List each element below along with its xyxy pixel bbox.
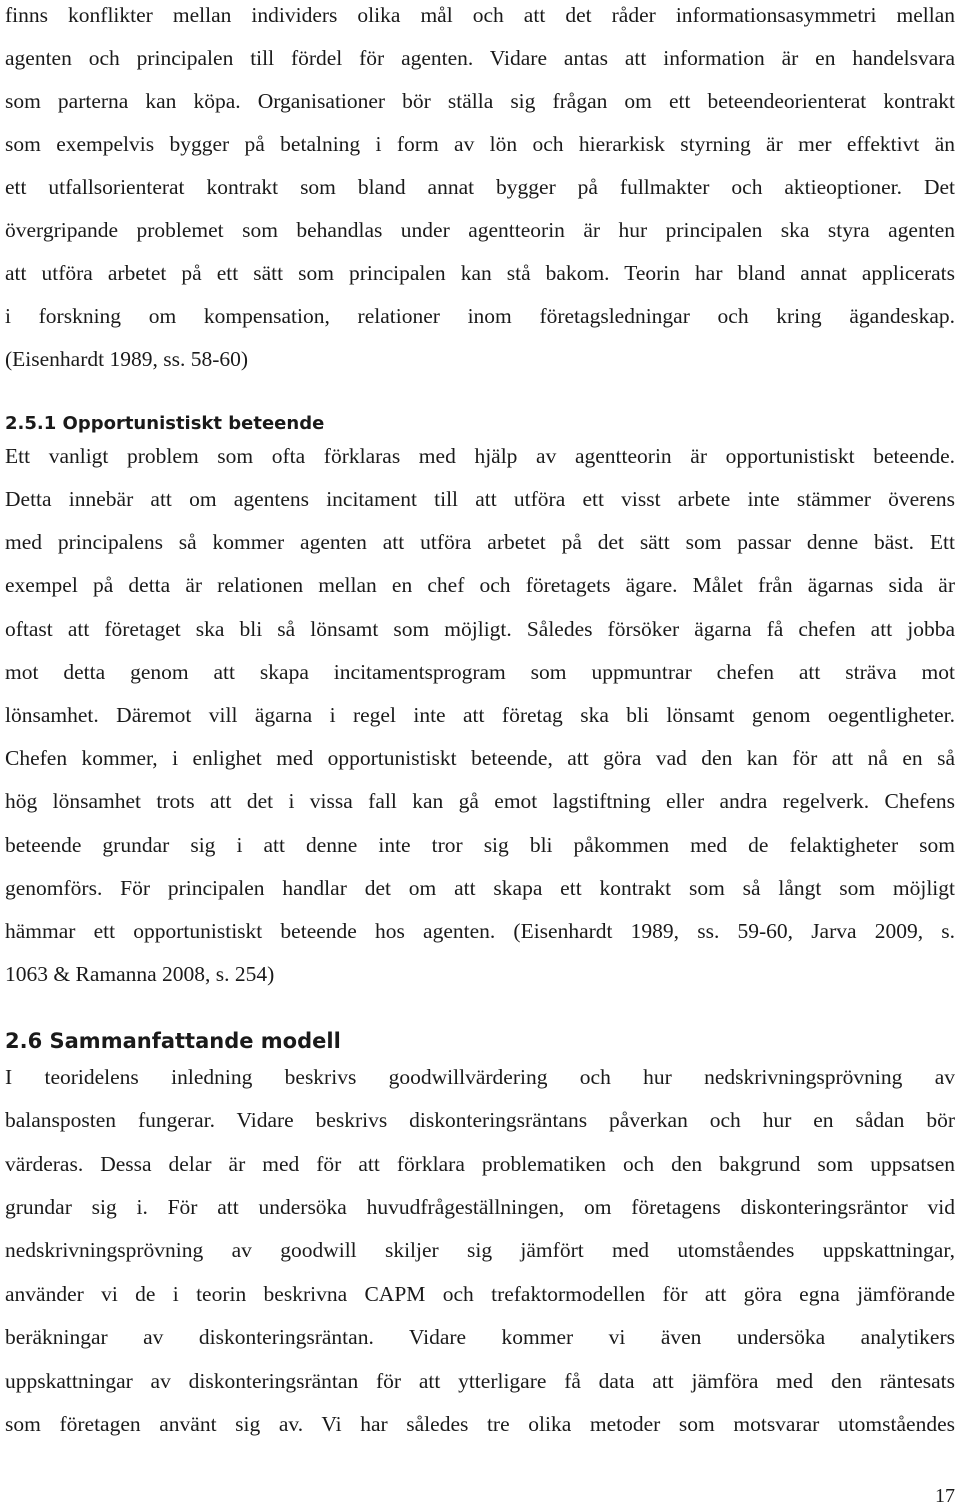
text-line: hög lönsamhet trots att det i vissa fall kan gå emot lagstiftning eller andra regelverk. Chefens bbox=[5, 789, 955, 813]
text-line: hämmar ett opportunistiskt beteende hos agenten. (Eisenhardt 1989, ss. 59-60, Jarva 2009, s. bbox=[5, 919, 955, 943]
text-line: Detta innebär att om agentens incitament till att utföra ett visst arbete inte stämmer överens bbox=[5, 487, 955, 511]
text-line: mot detta genom att skapa incitamentsprogram som uppmuntrar chefen att sträva mot bbox=[5, 660, 955, 684]
text-line: oftast att företaget ska bli så lönsamt som möjligt. Således försöker ägarna få chefen att jobba bbox=[5, 617, 955, 641]
text-line: finns konflikter mellan individers olika mål och att det råder informationsasymmetri mellan bbox=[5, 3, 955, 27]
page-number: 17 bbox=[935, 1485, 955, 1507]
text-line: att utföra arbetet på ett sätt som principalen kan stå bakom. Teorin har bland annat applicerats bbox=[5, 261, 955, 285]
section-heading: 2.6 Sammanfattande modell bbox=[5, 1029, 341, 1053]
text-line: Ett vanligt problem som ofta förklaras med hjälp av agentteorin är opportunistiskt beteende. bbox=[5, 444, 955, 468]
text-line: använder vi de i teorin beskrivna CAPM och trefaktormodellen för att göra egna jämförande bbox=[5, 1282, 955, 1306]
text-line: I teoridelens inledning beskrivs goodwillvärdering och hur nedskrivningsprövning av bbox=[5, 1065, 955, 1089]
section-heading: 2.5.1 Opportunistiskt beteende bbox=[5, 413, 325, 434]
text-line: Chefen kommer, i enlighet med opportunistiskt beteende, att göra vad den kan för att nå en så bbox=[5, 746, 955, 770]
text-line: nedskrivningsprövning av goodwill skiljer sig jämfört med utomståendes uppskattningar, bbox=[5, 1238, 955, 1262]
text-line: beräkningar av diskonteringsräntan. Vidare kommer vi även undersöka analytikers bbox=[5, 1325, 955, 1349]
text-line: grundar sig i. För att undersöka huvudfrågeställningen, om företagens diskonteringsräntor vid bbox=[5, 1195, 955, 1219]
text-line: med principalens så kommer agenten att utföra arbetet på det sätt som passar denne bäst. Ett bbox=[5, 530, 955, 554]
text-line: (Eisenhardt 1989, ss. 58-60) bbox=[5, 347, 249, 371]
text-line: balansposten fungerar. Vidare beskrivs diskonteringsräntans påverkan och hur en sådan bör bbox=[5, 1108, 955, 1132]
text-line: i forskning om kompensation, relationer inom företagsledningar och kring ägandeskap. bbox=[5, 304, 955, 328]
text-line: lönsamhet. Däremot vill ägarna i regel inte att företag ska bli lönsamt genom oegentligheter. bbox=[5, 703, 955, 727]
text-line: uppskattningar av diskonteringsräntan för att ytterligare få data att jämföra med den räntesats bbox=[5, 1369, 955, 1393]
text-line: ett utfallsorienterat kontrakt som bland annat bygger på fullmakter och aktieoptioner. Det bbox=[5, 175, 955, 199]
text-line: övergripande problemet som behandlas under agentteorin är hur principalen ska styra agenten bbox=[5, 218, 955, 242]
text-line: som parterna kan köpa. Organisationer bör ställa sig frågan om ett beteendeorienterat kontrakt bbox=[5, 89, 955, 113]
text-line: 1063 & Ramanna 2008, s. 254) bbox=[5, 962, 275, 986]
text-line: värderas. Dessa delar är med för att förklara problematiken och den bakgrund som uppsatsen bbox=[5, 1152, 955, 1176]
text-line: genomförs. För principalen handlar det om att skapa ett kontrakt som så långt som möjligt bbox=[5, 876, 955, 900]
text-line: som exempelvis bygger på betalning i form av lön och hierarkisk styrning är mer effektivt än bbox=[5, 132, 955, 156]
text-line: som företagen använt sig av. Vi har således tre olika metoder som motsvarar utomståendes bbox=[5, 1412, 955, 1436]
text-line: agenten och principalen till fördel för agenten. Vidare antas att information är en handelsvara bbox=[5, 46, 955, 70]
text-line: exempel på detta är relationen mellan en chef och företagets ägare. Målet från ägarnas sida är bbox=[5, 573, 955, 597]
text-line: beteende grundar sig i att denne inte tror sig bli påkommen med de felaktigheter som bbox=[5, 833, 955, 857]
